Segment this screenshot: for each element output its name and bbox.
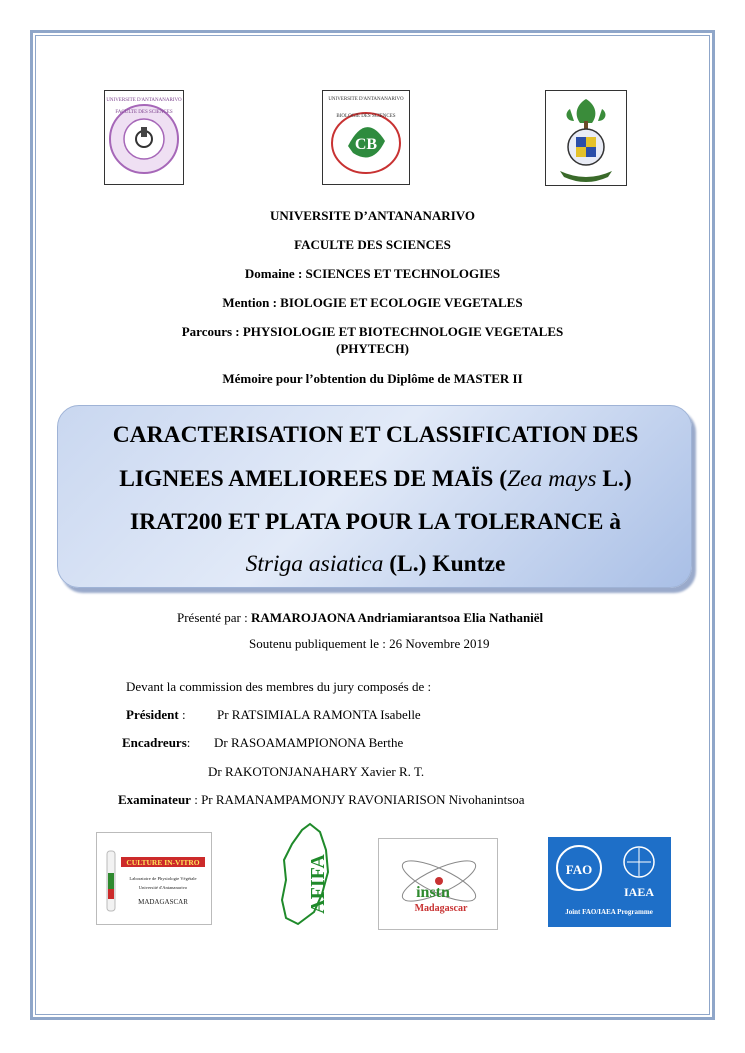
encadreur-1: Dr RASOAMAMPIONONA Berthe <box>214 735 404 750</box>
striga-italic: Striga asiatica <box>245 551 384 577</box>
domain-line: Domaine : SCIENCES ET TECHNOLOGIES <box>244 266 501 281</box>
memoire-line: Mémoire pour l’obtention du Diplôme de MASTER II <box>222 371 523 386</box>
logo-left-ring: FACULTE DES SCIENCES <box>115 110 173 115</box>
culture-title: CULTURE IN-VITRO <box>126 858 200 867</box>
examinateur-row <box>118 792 525 808</box>
examinateur-name: Pr RAMANAMPAMONJY RAVONIARISON Nivohanintsoa <box>201 792 525 807</box>
logo-mid-ring: BIOLOGIE DES SCIENCES <box>336 114 396 119</box>
mention-line: Mention : BIOLOGIE ET ECOLOGIE VEGETALES <box>222 295 523 310</box>
parcours-line: Parcours : PHYSIOLOGIE ET BIOTECHNOLOGIE VEGETALES <box>181 324 564 339</box>
iaea-programme: Joint FAO/IAEA Programme <box>565 908 653 916</box>
faculty-name: FACULTE DES SCIENCES <box>294 237 451 252</box>
parcours-line-2: (PHYTECH) <box>336 341 409 356</box>
culture-lab: Laboratoire de Physiologie Végétale <box>129 876 197 881</box>
bdm-emblem-logo <box>545 90 627 186</box>
instn-label: instn <box>416 884 450 901</box>
title-line-2a: LIGNEES AMELIOREES DE MAÏS ( <box>119 466 508 492</box>
encadreurs-row <box>122 735 190 751</box>
president-label: Président <box>126 707 179 722</box>
president-sep: : <box>178 707 186 722</box>
examinateur-label: Examinateur <box>118 792 191 807</box>
encadreurs-label: Encadreurs <box>122 735 187 750</box>
president-row <box>126 707 186 723</box>
author-name: RAMAROJAONA Andriamiarantsoa Elia Nathaniël <box>251 610 544 625</box>
logo-mid-text: UNIVERSITE D'ANTANANARIVO <box>328 97 404 102</box>
iaea-label: IAEA <box>623 885 655 899</box>
svg-text:CB: CB <box>354 136 378 153</box>
logo-left-text: UNIVERSITE D'ANTANANARIVO <box>106 98 182 103</box>
university-name: UNIVERSITE D’ANTANANARIVO <box>270 208 475 223</box>
examinateur-sep: : <box>190 792 202 807</box>
encadreurs-sep: : <box>186 735 191 750</box>
afifa-label: AFIFA <box>307 854 329 914</box>
culture-country: MADAGASCAR <box>138 898 188 906</box>
title-line-2 <box>58 464 693 494</box>
presented-label: Présenté par : <box>177 610 252 625</box>
defense-date: Soutenu publiquement le : 26 Novembre 2019 <box>249 636 490 651</box>
title-line-1: CARACTERISATION ET CLASSIFICATION DES <box>112 422 639 448</box>
presented-by <box>177 610 543 626</box>
encadreur-2: Dr RAKOTONJANAHARY Xavier R. T. <box>208 764 425 779</box>
title-line-3: IRAT200 ET PLATA POUR LA TOLERANCE à <box>130 509 621 535</box>
title-line-4b: (L.) Kuntze <box>383 551 506 577</box>
instn-country: Madagascar <box>414 903 468 914</box>
culture-univ: Université d'Antananarivo <box>138 885 188 890</box>
afifa-logo <box>276 820 334 928</box>
faculty-sciences-logo <box>104 90 184 185</box>
title-line-2b: L.) <box>596 466 632 492</box>
instn-logo <box>378 838 498 930</box>
fao-label: FAO <box>565 862 593 877</box>
title-line-4 <box>58 549 693 579</box>
culture-in-vitro-logo <box>96 832 212 925</box>
fao-iaea-logo <box>548 837 671 927</box>
zea-mays-italic: Zea mays <box>507 466 597 492</box>
president-name: Pr RATSIMIALA RAMONTA Isabelle <box>217 707 421 722</box>
biology-sciences-logo <box>322 90 410 185</box>
jury-intro: Devant la commission des membres du jury composés de : <box>126 679 432 694</box>
title-box <box>57 405 692 588</box>
